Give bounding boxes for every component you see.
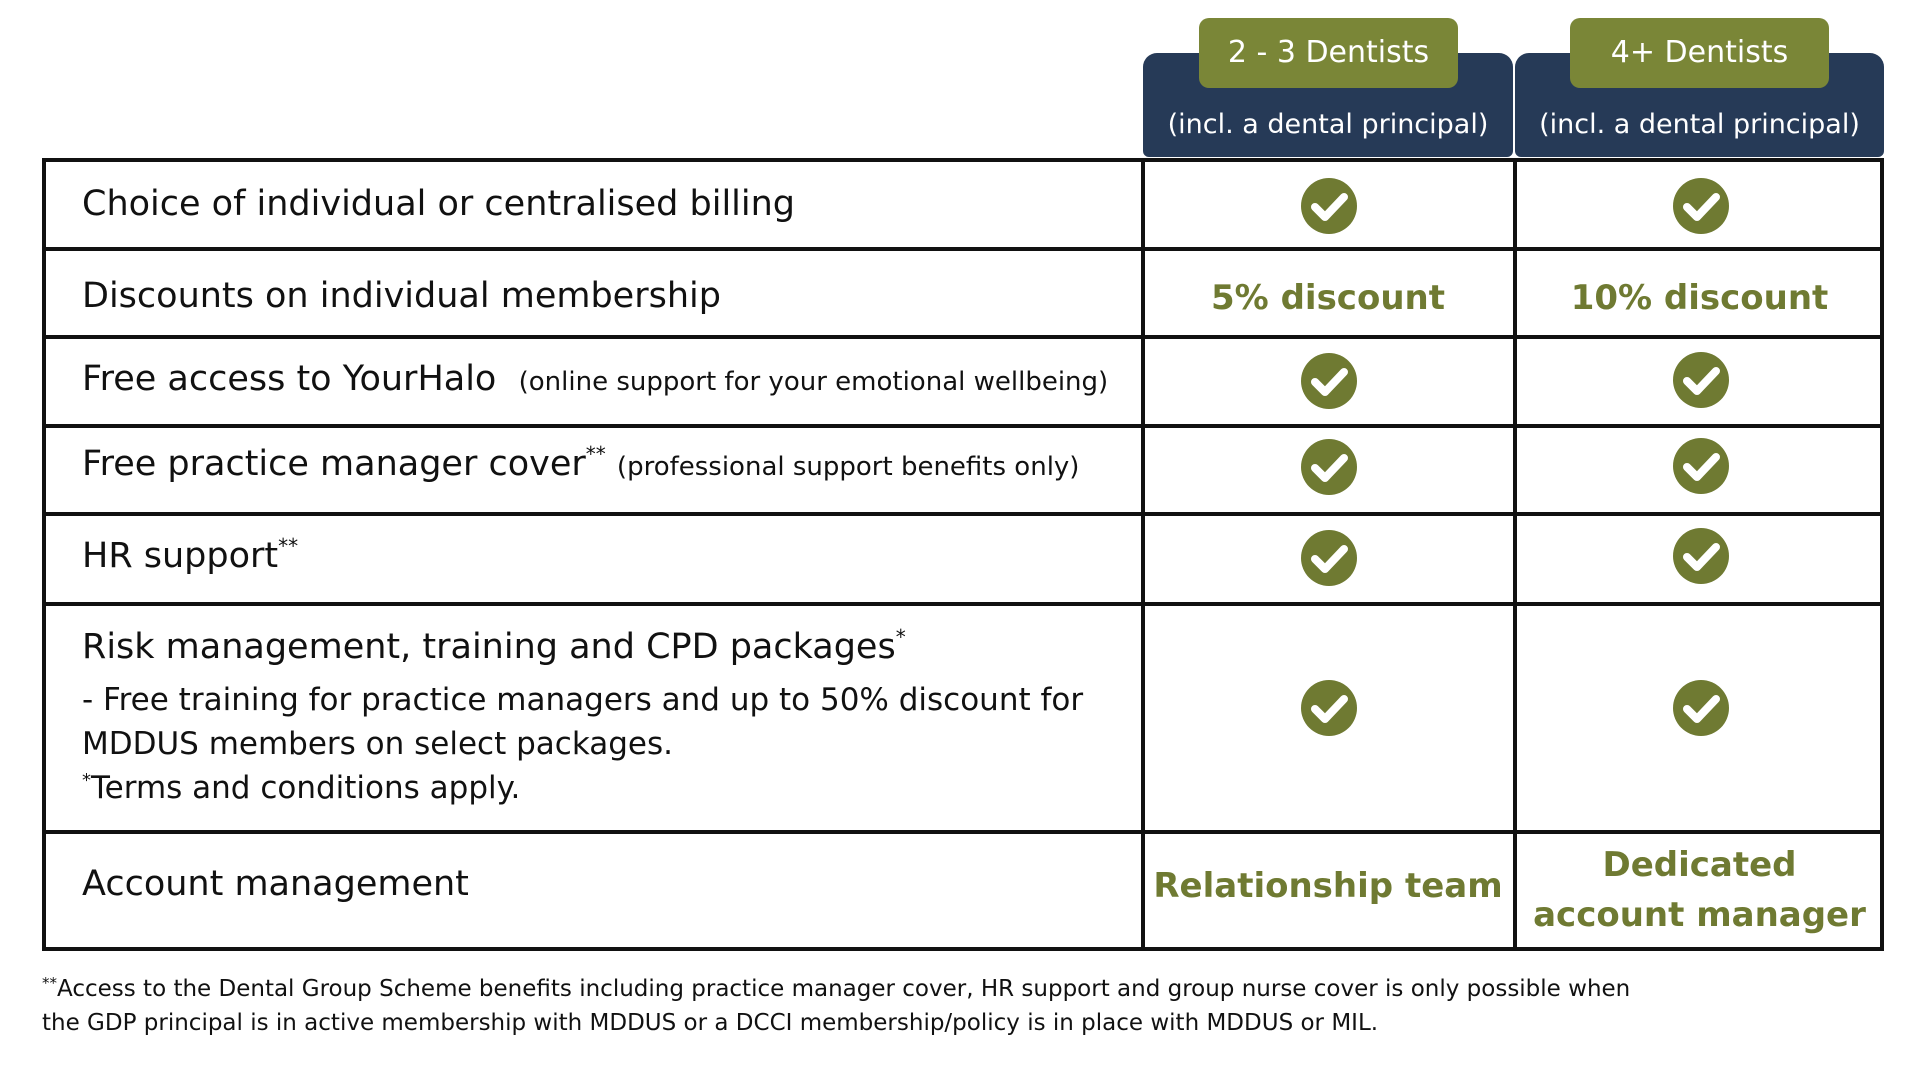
check-circle-icon bbox=[1673, 178, 1729, 234]
row-divider bbox=[42, 335, 1884, 339]
feature-description-line: - Free training for practice managers and up to 50% discount for bbox=[82, 682, 1084, 718]
footnote bbox=[42, 972, 1662, 1040]
row-divider bbox=[42, 247, 1884, 251]
feature-description-line bbox=[82, 766, 1102, 810]
footnote-marker: ** bbox=[42, 974, 57, 992]
feature-note: (professional support benefits only) bbox=[616, 452, 1080, 482]
check-circle-icon bbox=[1301, 680, 1357, 736]
feature-billing bbox=[82, 182, 1122, 226]
feature-yourhalo bbox=[82, 357, 1122, 404]
column-tag-2-3-dentists: 2 - 3 Dentists bbox=[1199, 18, 1458, 88]
check-circle-icon bbox=[1673, 680, 1729, 736]
feature-label: HR support bbox=[82, 536, 279, 576]
feature-label: Choice of individual or centralised billing bbox=[82, 184, 796, 224]
feature-label: Free practice manager cover bbox=[82, 444, 586, 484]
feature-risk-management bbox=[82, 625, 1122, 669]
feature-label: Account management bbox=[82, 864, 469, 904]
feature-description-line: MDDUS members on select packages. bbox=[82, 726, 673, 762]
check-circle-icon bbox=[1301, 439, 1357, 495]
row-divider bbox=[42, 602, 1884, 606]
footnote-marker: * bbox=[82, 770, 91, 791]
check-circle-icon bbox=[1301, 530, 1357, 586]
footnote-marker: ** bbox=[585, 442, 606, 466]
footnote-line: the GDP principal is in active membership with MDDUS or a DCCI membership/policy is in place with MDDUS or MIL. bbox=[42, 1010, 1379, 1036]
check-circle-icon bbox=[1301, 178, 1357, 234]
footnote-marker: ** bbox=[278, 534, 299, 558]
feature-label: Discounts on individual membership bbox=[82, 276, 721, 316]
row-divider bbox=[42, 512, 1884, 516]
discount-value-4-plus: 10% discount bbox=[1570, 278, 1829, 318]
feature-note: (online support for your emotional wellbeing) bbox=[518, 367, 1109, 397]
account-value-4-plus bbox=[1517, 840, 1882, 940]
row-divider bbox=[42, 830, 1884, 834]
account-value-2-3: Relationship team bbox=[1153, 866, 1503, 906]
feature-label: Risk management, training and CPD packages bbox=[82, 627, 896, 667]
account-value-line: Dedicated bbox=[1602, 845, 1797, 885]
terms-text: Terms and conditions apply. bbox=[91, 770, 521, 806]
feature-hr-support bbox=[82, 534, 1122, 578]
row-divider bbox=[42, 424, 1884, 428]
check-circle-icon bbox=[1673, 352, 1729, 408]
feature-description bbox=[82, 678, 1102, 810]
feature-discounts bbox=[82, 274, 1122, 318]
feature-account-management bbox=[82, 862, 1122, 906]
footnote-line bbox=[42, 972, 1662, 1006]
footnote-text: Access to the Dental Group Scheme benefits including practice manager cover, HR support and group nurse cover is only possible when bbox=[57, 976, 1631, 1002]
check-circle-icon bbox=[1673, 438, 1729, 494]
check-circle-icon bbox=[1301, 353, 1357, 409]
account-value-line: account manager bbox=[1533, 895, 1866, 935]
feature-practice-manager-cover bbox=[82, 442, 1122, 489]
footnote-marker: * bbox=[895, 625, 906, 649]
check-circle-icon bbox=[1673, 528, 1729, 584]
column-subtitle-2-3-dentists: (incl. a dental principal) bbox=[1167, 109, 1489, 140]
column-subtitle-4-plus-dentists: (incl. a dental principal) bbox=[1539, 109, 1860, 140]
discount-value-2-3: 5% discount bbox=[1211, 278, 1445, 318]
column-tag-4-plus-dentists: 4+ Dentists bbox=[1570, 18, 1829, 88]
feature-label: Free access to YourHalo bbox=[82, 359, 497, 399]
